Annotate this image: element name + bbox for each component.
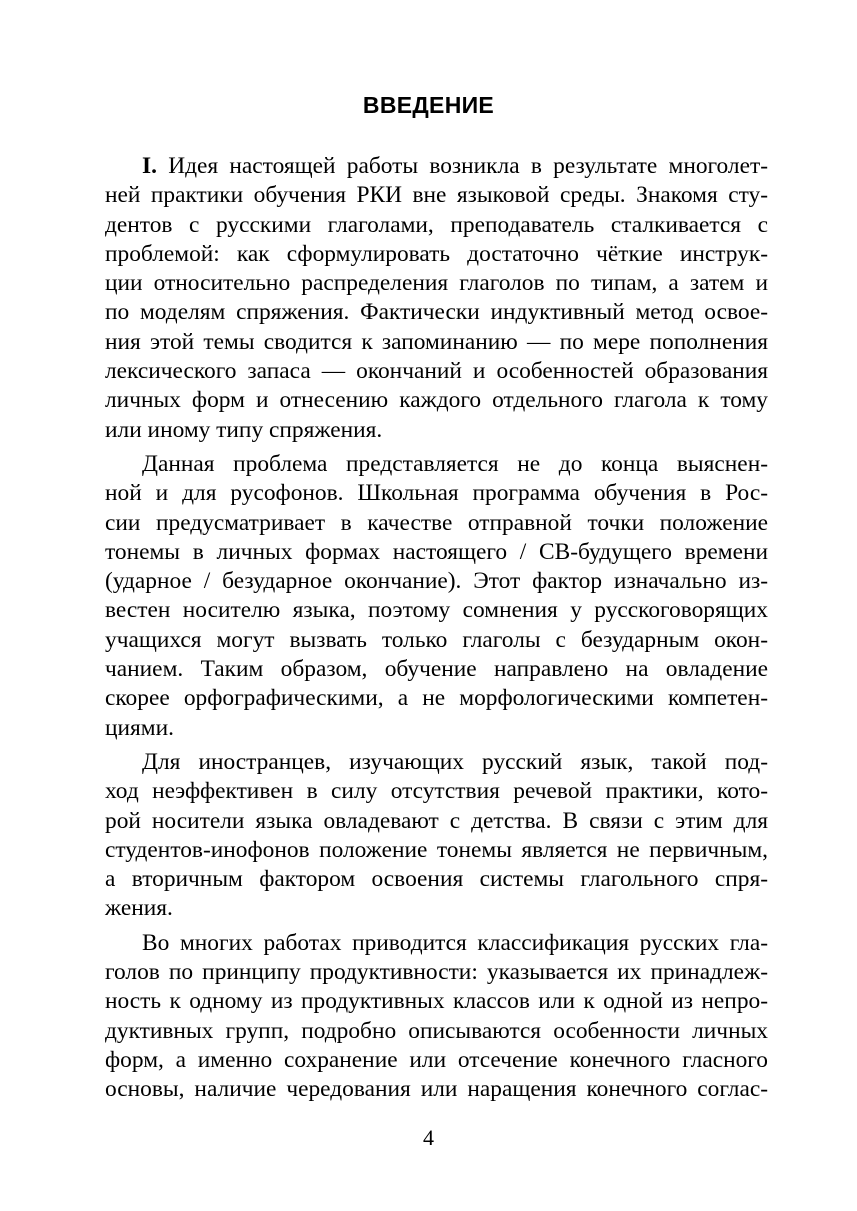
text-line: голов по принципу продуктивности: указывается их принадлеж- <box>105 959 768 986</box>
text-line: ции относительно распределения глаголов по типам, а затем и <box>105 270 768 297</box>
text-line: студентов-инофонов положение тонемы является не первичным, <box>105 836 768 863</box>
text-line: проблемой: как сформулировать достаточно чёткие инструк- <box>105 240 768 267</box>
text-line: лексического запаса — окончаний и особенностей образования <box>105 358 768 385</box>
paragraph-4 <box>105 929 768 1105</box>
text-line: рой носители языка овладевают с детства. В связи с этим для <box>105 807 768 834</box>
text-line: личных форм и отнесению каждого отдельного глагола к тому <box>105 387 768 414</box>
chapter-heading: ВВЕДЕНИЕ <box>362 92 495 118</box>
paragraph-3 <box>105 748 768 924</box>
text-line: I. Идея настоящей работы возникла в результате многолет- <box>142 153 768 179</box>
text-line: учащихся могут вызвать только глаголы с безударным окон- <box>105 626 768 653</box>
text-line: дуктивных групп, подробно описываются особенности личных <box>105 1017 768 1044</box>
text-line: по моделям спряжения. Фактически индуктивный метод освое- <box>105 299 768 326</box>
text-line: (ударное / безударное окончание). Этот фактор изначально из- <box>105 568 768 595</box>
text-line: или иному типу спряжения. <box>105 416 383 443</box>
text-line: форм, а именно сохранение или отсечение конечного гласного <box>105 1046 768 1073</box>
text-line: жения. <box>105 895 173 922</box>
text-line: основы, наличие чередования или наращения конечного соглас- <box>105 1076 768 1103</box>
text-line: сии предусматривает в качестве отправной точки положение <box>105 509 768 536</box>
text-line: дентов с русскими глаголами, преподаватель сталкивается с <box>105 211 768 238</box>
page-number: 4 <box>423 1125 434 1150</box>
text-line: циями. <box>105 714 174 741</box>
text-line: ней практики обучения РКИ вне языковой среды. Знакомя сту- <box>105 182 768 209</box>
text-line: а вторичным фактором освоения системы глагольного спря- <box>105 866 768 893</box>
text-line: тонемы в личных формах настоящего / СВ-будущего времени <box>105 538 768 565</box>
text-line: ния этой темы сводится к запоминанию — по мере пополнения <box>105 328 768 355</box>
text-line: ной и для русофонов. Школьная программа обучения в Рос- <box>105 480 768 507</box>
text-line: чанием. Таким образом, обучение направлено на овладение <box>105 656 768 683</box>
text-line: Для иностранцев, изучающих русский язык, такой под- <box>142 748 768 775</box>
section-number: I. <box>142 153 157 179</box>
text-line: скорее орфографическими, а не морфологическими компетен- <box>105 685 768 712</box>
text-line: Данная проблема представляется не до конца выяснен- <box>142 450 768 477</box>
text-line: Во многих работах приводится классификация русских гла- <box>142 929 768 956</box>
text-line: ход неэффективен в силу отсутствия речевой практики, кото- <box>105 778 768 805</box>
text-line: вестен носителю языка, поэтому сомнения у русскоговорящих <box>105 597 768 624</box>
text-line: ность к одному из продуктивных классов или к одной из непро- <box>105 988 768 1015</box>
paragraph-1 <box>105 152 768 445</box>
body-text <box>105 152 768 1105</box>
paragraph-2 <box>105 450 768 743</box>
